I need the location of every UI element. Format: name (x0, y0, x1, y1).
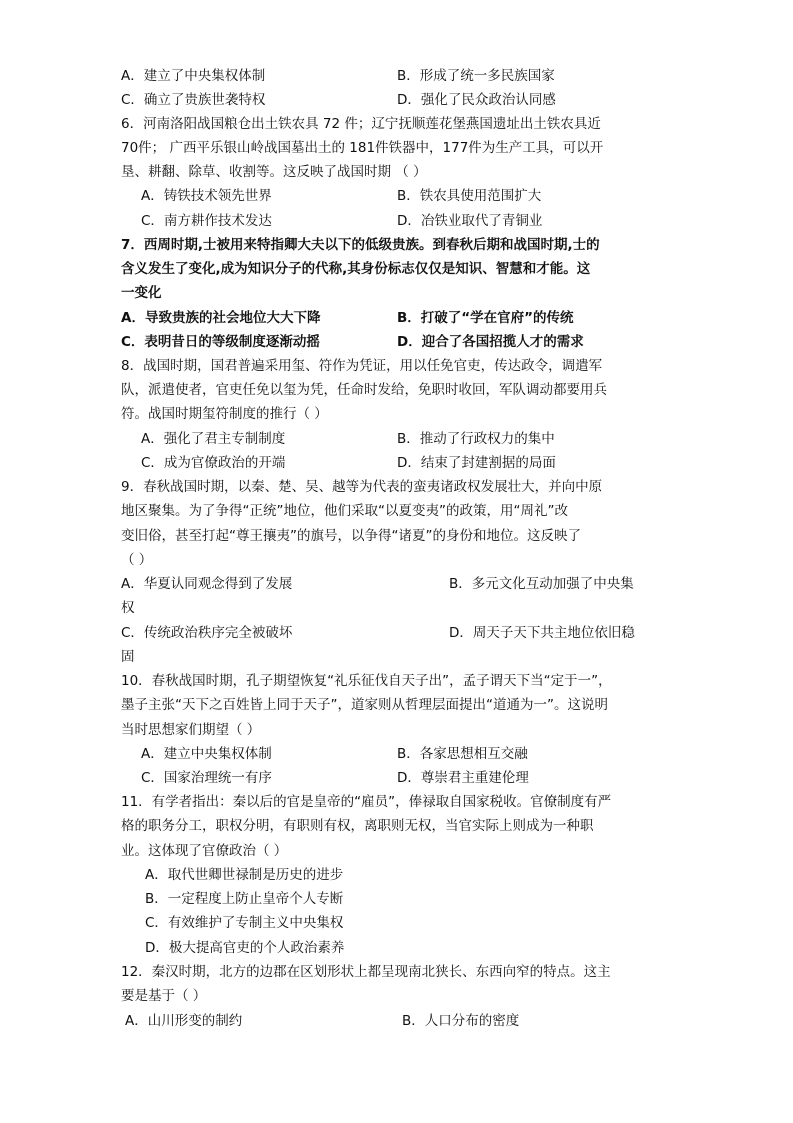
q7-option-c: C．表明昔日的等级制度逐渐动摇 (121, 334, 320, 350)
q7-option-d: D．迎合了各国招揽人才的需求 (397, 334, 584, 350)
q10-option-a: A．建立中央集权体制 (141, 746, 272, 762)
q9-stem-line: 9．春秋战国时期，以秦、楚、吴、越等为代表的蛮夷诸政权发展壮大，并向中原 (121, 479, 603, 495)
q6-stem-line: 6．河南洛阳战国粮仓出土铁农具 72 件；辽宁抚顺莲花堡燕国遗址出土铁农具近 (121, 116, 601, 132)
q7-stem-line: 含义发生了变化,成为知识分子的代称,其身份标志仅仅是知识、智慧和才能。这 (121, 261, 591, 277)
q12-stem-line: 要是基于（ ） (121, 988, 207, 1004)
q10-option-d: D．尊崇君主重建伦理 (397, 770, 529, 786)
q11-stem-line: 业。这体现了官僚政治（ ） (121, 843, 288, 859)
q8-stem-line: 符。战国时期玺符制度的推行（ ） (121, 406, 328, 422)
q10-option-c: C．国家治理统一有序 (141, 770, 272, 786)
q11-option-c: C．有效维护了专制主义中央集权 (145, 915, 344, 931)
q7-stem-line: 7．西周时期,士被用来特指卿大夫以下的低级贵族。到春秋后期和战国时期,士的 (121, 237, 600, 253)
q11-option-a: A．取代世卿世禄制是历史的进步 (145, 867, 344, 883)
q6-stem-line: 垦、耕翻、除草、收割等。这反映了战国时期 （ ） (121, 164, 427, 180)
q11-option-d: D．极大提高官吏的个人政治素养 (145, 940, 345, 956)
q8-option-d: D．结束了封建割据的局面 (397, 455, 556, 471)
q10-stem-line: 当时思想家们期望（ ） (121, 722, 261, 738)
q9-option-a: A．华夏认同观念得到了发展 (121, 576, 293, 592)
q9-option-b: B．多元文化互动加强了中央集 (449, 576, 634, 592)
q7-stem-line: 一变化 (121, 285, 162, 301)
q8-stem-line: 队，派遣使者，官吏任免以玺为凭，任命时发给，免职时收回，军队调动都要用兵 (121, 382, 607, 398)
q9-option-b-wrap: 权 (121, 600, 135, 616)
q11-stem-line: 11．有学者指出：秦以后的官是皇帝的“雇员”，俸禄取自国家税收。官僚制度有严 (121, 794, 612, 810)
q6-option-d: D．冶铁业取代了青铜业 (397, 213, 543, 229)
q9-option-d-wrap: 固 (121, 649, 135, 665)
q8-option-a: A．强化了君主专制制度 (141, 431, 286, 447)
q9-stem-line: （ ） (121, 552, 153, 568)
q6-option-a: A．铸铁技术领先世界 (141, 188, 272, 204)
q9-stem-line: 变旧俗，甚至打起“尊王攘夷”的旗号，以争得“诸夏”的身份和地位。这反映了 (121, 528, 581, 544)
q10-stem-line: 墨子主张“天下之百姓皆上同于天子”，道家则从哲理层面提出“道通为一”。这说明 (121, 697, 608, 713)
q10-stem-line: 10．春秋战国时期，孔子期望恢复“礼乐征伐自天子出”，孟子谓天下当“定于一”， (121, 673, 612, 689)
q8-option-c: C．成为官僚政治的开端 (141, 455, 286, 471)
q10-option-b: B．各家思想相互交融 (397, 746, 528, 762)
q6-option-b: B．铁农具使用范围扩大 (397, 188, 542, 204)
q7-option-a: A．导致贵族的社会地位大大下降 (121, 310, 321, 326)
q5-option-b: B．形成了统一多民族国家 (397, 68, 555, 84)
q5-option-a: A．建立了中央集权体制 (121, 68, 266, 84)
q8-stem-line: 8．战国时期，国君普遍采用玺、符作为凭证，用以任免官吏，传达政令，调遣军 (121, 358, 603, 374)
q9-option-d: D．周天子天下共主地位依旧稳 (449, 625, 635, 641)
q11-option-b: B．一定程度上防止皇帝个人专断 (145, 891, 344, 907)
q11-stem-line: 格的职务分工，职权分明，有职则有权，离职则无权，当官实际上则成为一种职 (121, 818, 594, 834)
q8-option-b: B．推动了行政权力的集中 (397, 431, 555, 447)
q5-option-c: C．确立了贵族世袭特权 (121, 92, 266, 108)
q12-option-a: A．山川形变的制约 (125, 1013, 243, 1029)
q12-option-b: B．人口分布的密度 (402, 1013, 520, 1029)
q12-stem-line: 12．秦汉时期，北方的边郡在区划形状上都呈现南北狭长、东西向窄的特点。这主 (121, 964, 611, 980)
q9-stem-line: 地区聚集。为了争得“正统”地位，他们采取“以夏变夷”的政策，用“周礼”改 (121, 503, 568, 519)
q6-option-c: C．南方耕作技术发达 (141, 213, 272, 229)
q9-option-c: C．传统政治秩序完全被破坏 (121, 625, 293, 641)
q5-option-d: D．强化了民众政治认同感 (397, 92, 556, 108)
q6-stem-line: 70件； 广西平乐银山岭战国墓出土的 181件铁器中，177件为生产工具，可以开 (121, 140, 604, 156)
q7-option-b: B．打破了“学在官府”的传统 (397, 310, 574, 326)
